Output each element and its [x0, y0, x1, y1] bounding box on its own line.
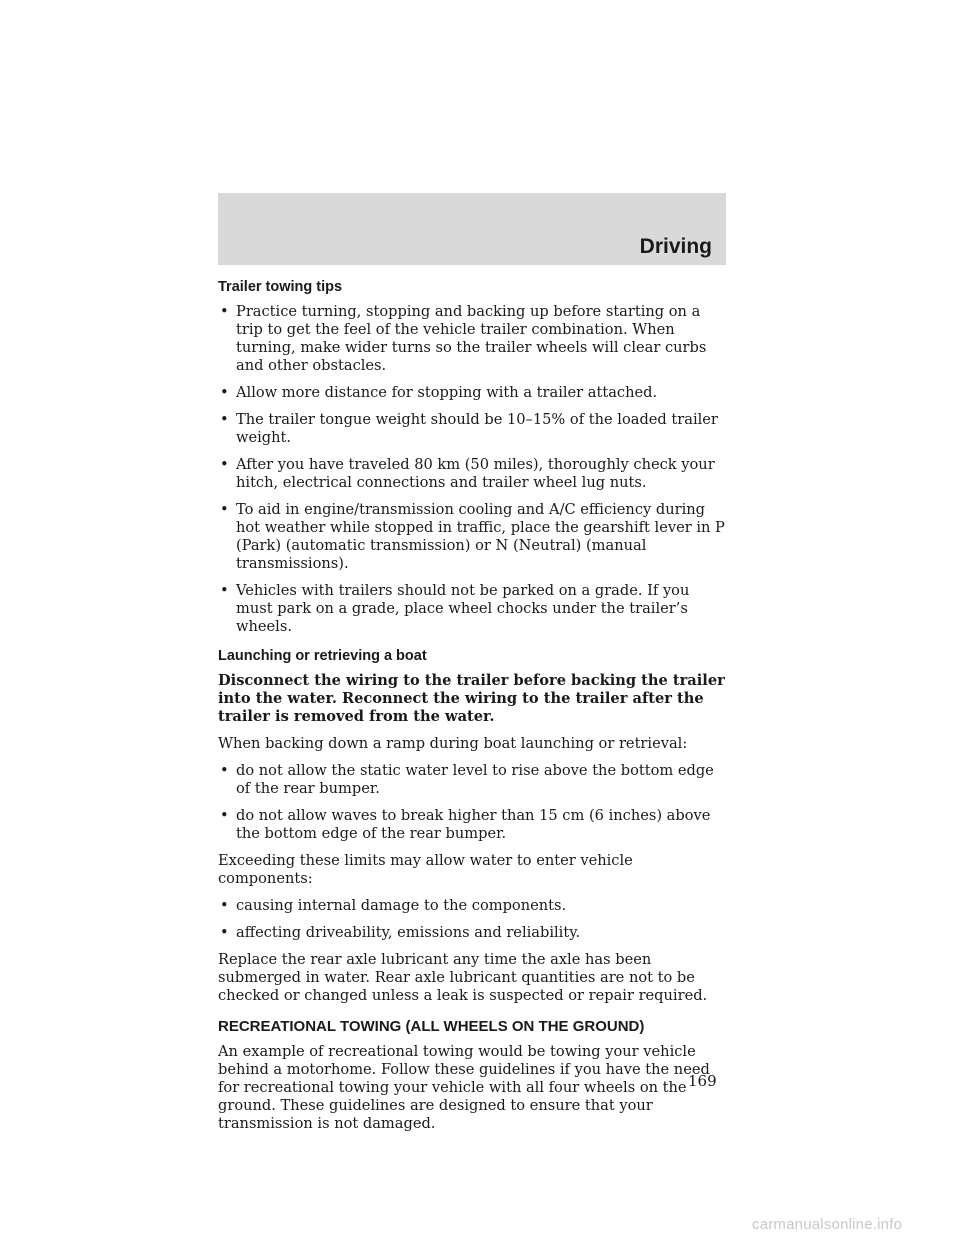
recreational-body: An example of recreational towing would be towing your vehicle behind a motorhome. Follow these guidelines if you have the need for recreational towing your vehicle with all four wheels on the ground. These guidelines are designed to ensure that your transmission is not damaged. [218, 1043, 710, 1132]
recreational-heading: RECREATIONAL TOWING (ALL WHEELS ON THE GROUND) [218, 1018, 645, 1035]
list-item: • Allow more distance for stopping with a trailer attached. [218, 384, 730, 402]
trailer-tips-list [218, 303, 730, 636]
boat-warning: Disconnect the wiring to the trailer before backing the trailer into the water. Reconnect the wiring to the trailer after the trailer is removed from the water. [218, 672, 725, 725]
boat-list [218, 762, 730, 843]
list-item: • To aid in engine/transmission cooling and A/C efficiency during hot weather while stopped in traffic, place the gearshift lever in P (Park) (automatic transmission) or N (Neutral) (manual transmissions). [218, 501, 730, 573]
page-content [218, 277, 730, 1142]
boat-exceed-text: Exceeding these limits may allow water to enter vehicle components: [218, 852, 633, 887]
boat-axle-text: Replace the rear axle lubricant any time the axle has been submerged in water. Rear axle lubricant quantities are not to be checked or changed unless a leak is suspected or repair required. [218, 951, 708, 1004]
boat-exceed-list [218, 897, 730, 942]
section-header-band [218, 193, 726, 265]
list-item: • causing internal damage to the components. [218, 897, 730, 915]
boat-heading: Launching or retrieving a boat [218, 648, 427, 664]
trailer-tips-heading: Trailer towing tips [218, 279, 343, 295]
list-item: • The trailer tongue weight should be 10–15% of the loaded trailer weight. [218, 411, 730, 447]
list-item: • do not allow the static water level to rise above the bottom edge of the rear bumper. [218, 762, 730, 798]
list-item: • do not allow waves to break higher than 15 cm (6 inches) above the bottom edge of the rear bumper. [218, 807, 730, 843]
watermark-text: carmanualsonline.info [752, 1216, 903, 1233]
list-item: • affecting driveability, emissions and reliability. [218, 924, 730, 942]
list-item: • After you have traveled 80 km (50 miles), thoroughly check your hitch, electrical connections and trailer wheel lug nuts. [218, 456, 730, 492]
list-item: • Vehicles with trailers should not be parked on a grade. If you must park on a grade, place wheel chocks under the trailer’s wheels. [218, 582, 730, 636]
section-title: Driving [639, 235, 712, 258]
boat-intro: When backing down a ramp during boat launching or retrieval: [218, 735, 688, 752]
page-number: 169 [688, 1072, 717, 1090]
list-item: • Practice turning, stopping and backing up before starting on a trip to get the feel of the vehicle trailer combination. When turning, make wider turns so the trailer wheels will clear curbs and other obstacles. [218, 303, 730, 375]
